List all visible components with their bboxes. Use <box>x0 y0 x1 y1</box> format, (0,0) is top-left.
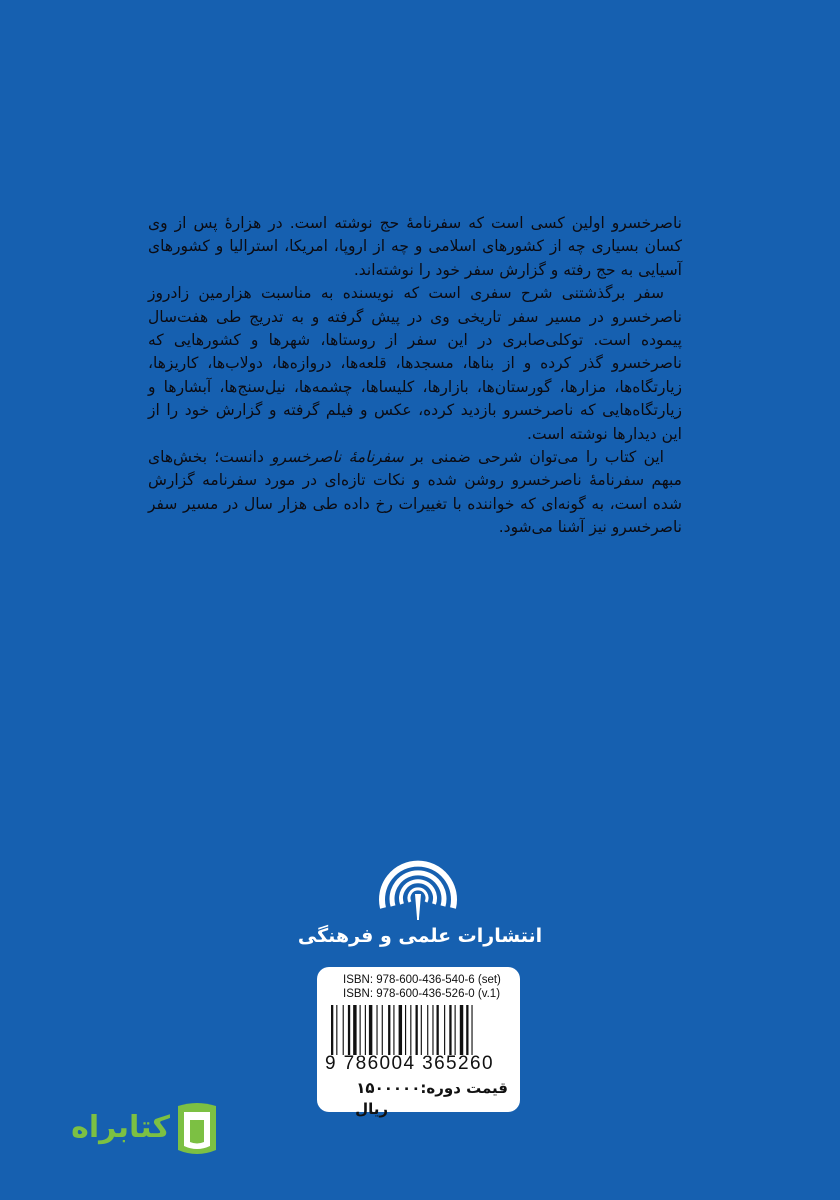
isbn-set: ISBN: 978-600-436-540-6 (set) <box>343 974 501 986</box>
barcode-digits: 9 786004 365260 <box>325 1053 494 1074</box>
blurb-paragraph-3 <box>148 446 682 540</box>
book-title-italic: سفرنامهٔ ناصرخسرو <box>271 448 404 467</box>
blurb-paragraph-1: ناصرخسرو اولین کسی است که سفرنامهٔ حج نوشته است. در هزارهٔ پس از وی کسان بسیاری چه از کشورهای اسلامی و چه از اروپا، امریکا، استرالیا و کشورهای آسیایی به حج رفته و گزارش سفر خود را نوشته‌اند. <box>148 214 682 279</box>
price-label: قیمت دوره: <box>420 1079 508 1097</box>
price-row <box>356 1079 508 1097</box>
price-value: ۱۵۰۰۰۰۰ <box>356 1079 421 1097</box>
ketabrah-wordmark: کتابراه <box>71 1110 170 1145</box>
price-unit: ریال <box>355 1100 388 1118</box>
book-logo-icon <box>168 1098 226 1160</box>
isbn-barcode-label <box>317 967 520 1118</box>
blurb-paragraph-3-end: دانست؛ بخش‌های مبهم سفرنامهٔ ناصرخسرو روشن شده و نکات تازه‌ای در مورد سفرنامه گزارش شده است، به گونه‌ای که خواننده با تغییرات رخ داده طی هزار سال در مسیر سفر ناصرخسرو نیز آشنا می‌شود. <box>148 448 682 537</box>
blurb-paragraph-2: سفر برگذشتنی شرح سفری است که نویسنده به مناسبت هزارمین زادروز ناصرخسرو در مسیر سفر تاریخی وی در پیش گرفته و به تدریج طی هفت‌سال پیموده است. توکلی‌صابری در این سفر از روستاها، شهرها و کشورهایی که ناصرخسرو گذر کرده و از بناها، مسجدها، قلعه‌ها، دروازه‌ها، دولاب‌ها، کاریزها، زیارتگاه‌ها، مزارها، گورستان‌ها، بازارها، کلیساها، چشمه‌ها، نیل‌سنج‌ها، آبشارها و زیارتگاه‌هایی که ناصرخسرو بازدید کرده، عکس و فیلم گرفته و گزارش خود را از این دیدارها نوشته است. <box>148 284 682 443</box>
blurb-paragraph-3-start: این کتاب را می‌توان شرحی ضمنی بر <box>403 448 664 467</box>
isbn-volume: ISBN: 978-600-436-526-0 (v.1) <box>343 988 501 1000</box>
back-cover-blurb <box>148 212 682 540</box>
ketabrah-watermark <box>30 1088 220 1170</box>
publisher-name: انتشارات علمی و فرهنگی <box>297 925 543 947</box>
barcode <box>331 1005 511 1055</box>
publisher-logo-icon <box>375 850 461 920</box>
